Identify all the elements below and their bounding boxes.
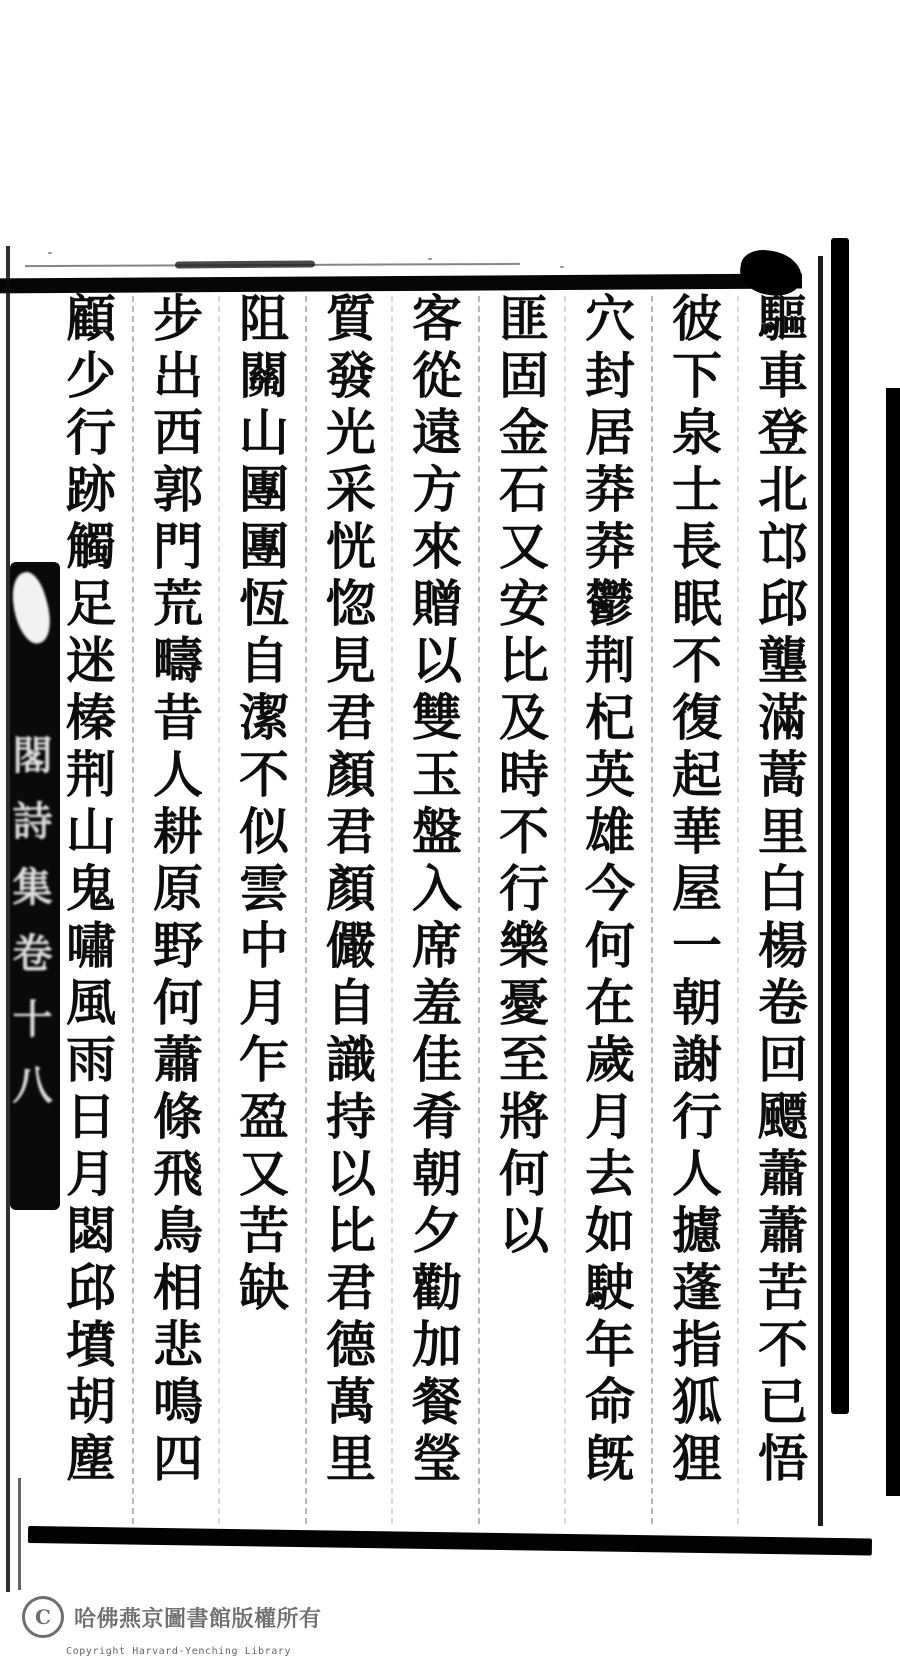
scan-speck [560,266,564,268]
text-column-4: 匪固金石又安比及時不行樂憂至將何以 [491,292,550,1261]
text-column-2: 彼下泉士長眠不復起華屋一朝謝行人攄蓬指狐狸 [664,292,723,1489]
scan-speck [428,258,432,260]
scan-edge-strip-2 [886,388,900,1496]
stamp-chinese-text: 哈佛燕京圖書館版權所有 [74,1606,322,1632]
text-column-7: 阻關山團團恆自潔不似雲中月乍盈又苦缺 [231,292,290,1318]
column-rule [478,296,480,1524]
column-rule [218,296,220,1524]
column-rule [564,296,566,1524]
text-column-9: 顧少行跡觸足迷榛荆山鬼嘯風雨日月閟邱墳胡塵 [58,292,117,1489]
column-rule [737,296,739,1524]
column-rule [305,296,307,1524]
column-rule [391,296,393,1524]
spine-title-label: 閣詩集卷十八 [6,734,53,1130]
scan-speck [48,252,52,254]
text-column-5: 客從遠方來贈以雙玉盤入席羞佳肴朝夕勸加餐瑩 [404,292,463,1489]
column-rule [132,296,134,1524]
scan-edge-strip [831,238,849,1414]
frame-top-border [0,274,802,294]
text-column-1: 驅車登北邙邱壟滿蒿里白楊卷回飃蕭蕭苦不已悟 [750,292,809,1489]
text-column-6: 質發光采恍惚見君顏君顏儼自識持以比君德萬里 [318,292,377,1489]
frame-left-border-2 [18,1478,21,1590]
ink-smudge [175,261,315,269]
text-column-3: 穴封居莽莽鬱荆杞英雄今何在歲月去如駛年命旣 [577,292,636,1489]
column-rule [651,296,653,1524]
copyright-symbol-icon: C [22,1596,64,1638]
text-column-8: 步出西郭門荒疇昔人耕原野何蕭條飛鳥相悲鳴四 [145,292,204,1489]
frame-right-border [818,256,823,1526]
stamp-english-text: Copyright Harvard-Yenching Library [66,1646,292,1657]
